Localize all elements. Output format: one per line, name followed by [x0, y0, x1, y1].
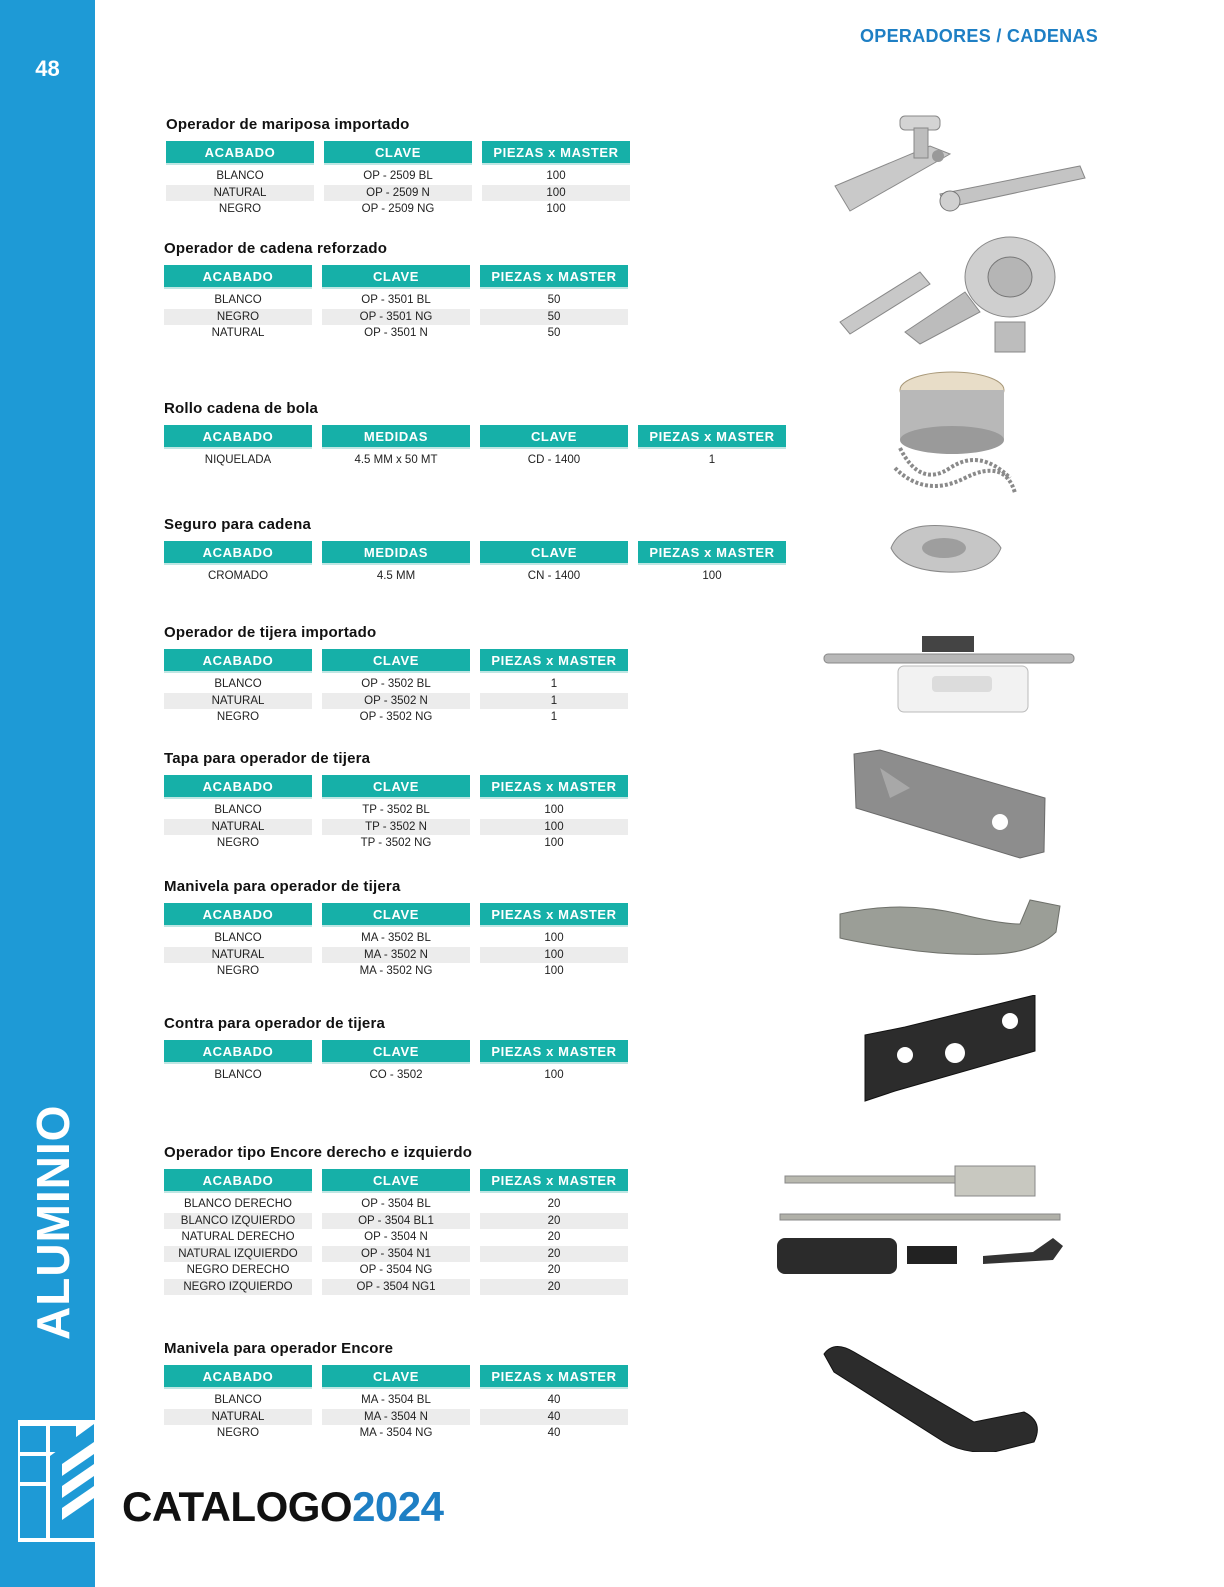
table-cell: 1 — [480, 676, 628, 693]
chain-operator-image — [835, 232, 1065, 360]
product-title: Operador de mariposa importado — [166, 116, 410, 133]
product-section — [164, 624, 628, 726]
catalog-year: 2024 — [352, 1483, 444, 1530]
table-cell: 100 — [480, 963, 628, 980]
table-cell: NEGRO DERECHO — [164, 1262, 312, 1279]
table-cell: 50 — [480, 292, 628, 309]
table-column-piezas-x-master — [480, 1365, 628, 1442]
product-table — [164, 1365, 628, 1442]
table-cell: NEGRO — [166, 201, 314, 218]
column-header: MEDIDAS — [322, 541, 470, 565]
table-cell: BLANCO — [164, 1067, 312, 1084]
column-header: ACABADO — [164, 541, 312, 565]
table-column-clave — [322, 775, 470, 852]
column-header: CLAVE — [322, 1040, 470, 1064]
table-cell: 100 — [638, 568, 786, 585]
column-header: CLAVE — [322, 1169, 470, 1193]
catalog-word: CATALOGO — [122, 1483, 353, 1530]
table-cell: NEGRO — [164, 835, 312, 852]
table-column-medidas — [322, 541, 470, 585]
column-header: CLAVE — [322, 649, 470, 673]
table-cell: BLANCO — [164, 930, 312, 947]
product-table — [164, 649, 628, 726]
table-cell: 20 — [480, 1246, 628, 1263]
column-header: CLAVE — [322, 265, 470, 289]
scissor-crank-image — [836, 894, 1064, 960]
column-header: ACABADO — [164, 649, 312, 673]
table-cell: OP - 2509 BL — [324, 168, 472, 185]
product-title: Contra para operador de tijera — [164, 1015, 386, 1032]
table-column-clave — [324, 141, 472, 218]
product-section — [164, 240, 628, 342]
table-cell: 20 — [480, 1229, 628, 1246]
scissor-cover-image — [850, 748, 1048, 860]
column-header: PIEZAS x MASTER — [480, 903, 628, 927]
table-cell: OP - 3504 NG — [322, 1262, 470, 1279]
table-column-clave — [322, 1169, 470, 1295]
table-cell: OP - 3502 NG — [322, 709, 470, 726]
product-table — [164, 775, 628, 852]
column-header: CLAVE — [480, 425, 628, 449]
table-cell: OP - 3504 N1 — [322, 1246, 470, 1263]
column-header: CLAVE — [322, 903, 470, 927]
product-title: Tapa para operador de tijera — [164, 750, 371, 767]
column-header: ACABADO — [166, 141, 314, 165]
column-header: ACABADO — [164, 775, 312, 799]
table-cell: OP - 3504 NG1 — [322, 1279, 470, 1296]
chain-lock-image — [886, 520, 1006, 576]
table-cell: CROMADO — [164, 568, 312, 585]
table-cell: 100 — [480, 835, 628, 852]
table-cell: NATURAL IZQUIERDO — [164, 1246, 312, 1263]
table-cell: BLANCO — [164, 292, 312, 309]
table-column-clave — [322, 265, 470, 342]
table-cell: 50 — [480, 309, 628, 326]
encore-operator-image — [775, 1160, 1065, 1280]
table-cell: CD - 1400 — [480, 452, 628, 469]
section-header: OPERADORES / CADENAS — [860, 26, 1099, 46]
product-section — [164, 750, 628, 852]
catalog-title — [122, 1483, 444, 1531]
table-cell: NATURAL — [164, 1409, 312, 1426]
table-cell: 4.5 MM — [322, 568, 470, 585]
table-cell: 40 — [480, 1392, 628, 1409]
table-column-clave — [322, 1365, 470, 1442]
table-cell: MA - 3502 N — [322, 947, 470, 964]
column-header: PIEZAS x MASTER — [480, 1169, 628, 1193]
table-cell: 20 — [480, 1262, 628, 1279]
table-column-acabado — [164, 1169, 312, 1295]
table-cell: MA - 3502 NG — [322, 963, 470, 980]
table-cell: BLANCO — [164, 676, 312, 693]
table-cell: 1 — [480, 693, 628, 710]
table-cell: 40 — [480, 1409, 628, 1426]
table-cell: CN - 1400 — [480, 568, 628, 585]
table-cell: NEGRO IZQUIERDO — [164, 1279, 312, 1296]
table-cell: 1 — [480, 709, 628, 726]
table-column-acabado — [164, 1365, 312, 1442]
column-header: PIEZAS x MASTER — [480, 1040, 628, 1064]
table-cell: OP - 2509 NG — [324, 201, 472, 218]
table-cell: 4.5 MM x 50 MT — [322, 452, 470, 469]
table-column-piezas-x-master — [480, 1169, 628, 1295]
table-cell: 20 — [480, 1196, 628, 1213]
table-cell: OP - 3501 NG — [322, 309, 470, 326]
column-header: PIEZAS x MASTER — [480, 265, 628, 289]
table-cell: NATURAL — [164, 819, 312, 836]
column-header: ACABADO — [164, 1040, 312, 1064]
table-cell: TP - 3502 N — [322, 819, 470, 836]
product-title: Operador de cadena reforzado — [164, 240, 388, 257]
table-cell: NATURAL DERECHO — [164, 1229, 312, 1246]
table-cell: 1 — [638, 452, 786, 469]
column-header: ACABADO — [164, 903, 312, 927]
table-cell: CO - 3502 — [322, 1067, 470, 1084]
column-header: MEDIDAS — [322, 425, 470, 449]
category-label: ALUMINIO — [27, 1104, 79, 1340]
product-table — [164, 425, 786, 469]
column-header: PIEZAS x MASTER — [480, 649, 628, 673]
table-cell: 100 — [482, 201, 630, 218]
table-cell: 100 — [480, 1067, 628, 1084]
product-table — [164, 1169, 628, 1295]
table-cell: OP - 3501 N — [322, 325, 470, 342]
table-column-piezas-x-master — [480, 265, 628, 342]
table-cell: MA - 3502 BL — [322, 930, 470, 947]
column-header: PIEZAS x MASTER — [480, 1365, 628, 1389]
table-cell: BLANCO — [164, 802, 312, 819]
table-cell: NEGRO — [164, 1425, 312, 1442]
table-cell: NATURAL — [164, 693, 312, 710]
product-table — [164, 903, 628, 980]
table-cell: BLANCO — [166, 168, 314, 185]
table-cell: OP - 3501 BL — [322, 292, 470, 309]
table-cell: OP - 2509 N — [324, 185, 472, 202]
product-title: Seguro para cadena — [164, 516, 311, 533]
table-cell: OP - 3502 N — [322, 693, 470, 710]
table-column-clave — [322, 903, 470, 980]
column-header: CLAVE — [324, 141, 472, 165]
column-header: CLAVE — [322, 1365, 470, 1389]
column-header: ACABADO — [164, 1169, 312, 1193]
table-column-piezas-x-master — [480, 649, 628, 726]
table-cell: 50 — [480, 325, 628, 342]
table-column-piezas-x-master — [480, 903, 628, 980]
product-title: Rollo cadena de bola — [164, 400, 319, 417]
table-cell: 100 — [480, 947, 628, 964]
table-cell: 100 — [480, 930, 628, 947]
product-section — [164, 1015, 628, 1084]
table-cell: MA - 3504 BL — [322, 1392, 470, 1409]
table-cell: BLANCO DERECHO — [164, 1196, 312, 1213]
table-cell: NATURAL — [164, 325, 312, 342]
table-column-medidas — [322, 425, 470, 469]
table-column-acabado — [164, 265, 312, 342]
table-cell: 40 — [480, 1425, 628, 1442]
table-cell: BLANCO — [164, 1392, 312, 1409]
column-header: ACABADO — [164, 425, 312, 449]
table-column-acabado — [164, 775, 312, 852]
product-table — [164, 1040, 628, 1084]
table-cell: NIQUELADA — [164, 452, 312, 469]
table-column-piezas-x-master — [480, 775, 628, 852]
ball-chain-roll-image — [890, 368, 1030, 498]
table-column-clave — [480, 541, 628, 585]
table-column-piezas-x-master — [638, 541, 786, 585]
table-column-clave — [480, 425, 628, 469]
keeper-image — [860, 995, 1040, 1105]
table-column-acabado — [164, 903, 312, 980]
product-section — [164, 400, 786, 469]
column-header: PIEZAS x MASTER — [638, 541, 786, 565]
product-title: Manivela para operador de tijera — [164, 878, 401, 895]
table-cell: TP - 3502 BL — [322, 802, 470, 819]
table-cell: 100 — [480, 802, 628, 819]
table-cell: 100 — [482, 185, 630, 202]
table-column-piezas-x-master — [482, 141, 630, 218]
product-title: Operador tipo Encore derecho e izquierdo — [164, 1144, 473, 1161]
table-column-acabado — [164, 649, 312, 726]
scissor-operator-image — [822, 630, 1078, 716]
table-column-acabado — [164, 425, 312, 469]
page-number: 48 — [35, 56, 60, 81]
butterfly-operator-image — [830, 106, 1090, 226]
product-section — [164, 878, 628, 980]
product-table — [166, 141, 630, 218]
brand-logo — [18, 1420, 96, 1542]
sidebar — [0, 0, 95, 1587]
column-header: PIEZAS x MASTER — [638, 425, 786, 449]
table-cell: OP - 3504 BL — [322, 1196, 470, 1213]
table-column-clave — [322, 649, 470, 726]
table-cell: 100 — [482, 168, 630, 185]
product-title: Operador de tijera importado — [164, 624, 377, 641]
table-cell: OP - 3502 BL — [322, 676, 470, 693]
table-cell: 20 — [480, 1213, 628, 1230]
table-cell: MA - 3504 N — [322, 1409, 470, 1426]
column-header: PIEZAS x MASTER — [482, 141, 630, 165]
table-cell: NATURAL — [166, 185, 314, 202]
product-section — [164, 1144, 628, 1295]
table-column-piezas-x-master — [480, 1040, 628, 1084]
column-header: ACABADO — [164, 1365, 312, 1389]
table-cell: 20 — [480, 1279, 628, 1296]
table-column-acabado — [164, 541, 312, 585]
table-cell: NATURAL — [164, 947, 312, 964]
table-cell: 100 — [480, 819, 628, 836]
column-header: ACABADO — [164, 265, 312, 289]
column-header: CLAVE — [322, 775, 470, 799]
table-cell: NEGRO — [164, 963, 312, 980]
table-column-acabado — [166, 141, 314, 218]
table-cell: TP - 3502 NG — [322, 835, 470, 852]
product-table — [164, 265, 628, 342]
table-cell: MA - 3504 NG — [322, 1425, 470, 1442]
table-column-clave — [322, 1040, 470, 1084]
table-column-piezas-x-master — [638, 425, 786, 469]
column-header: CLAVE — [480, 541, 628, 565]
table-cell: NEGRO — [164, 309, 312, 326]
product-section — [164, 516, 786, 585]
table-cell: BLANCO IZQUIERDO — [164, 1213, 312, 1230]
product-section — [166, 116, 630, 218]
column-header: PIEZAS x MASTER — [480, 775, 628, 799]
product-section — [164, 1340, 628, 1442]
product-title: Manivela para operador Encore — [164, 1340, 394, 1357]
table-cell: NEGRO — [164, 709, 312, 726]
table-cell: OP - 3504 BL1 — [322, 1213, 470, 1230]
product-table — [164, 541, 786, 585]
encore-crank-image — [818, 1340, 1038, 1452]
table-column-acabado — [164, 1040, 312, 1084]
table-cell: OP - 3504 N — [322, 1229, 470, 1246]
